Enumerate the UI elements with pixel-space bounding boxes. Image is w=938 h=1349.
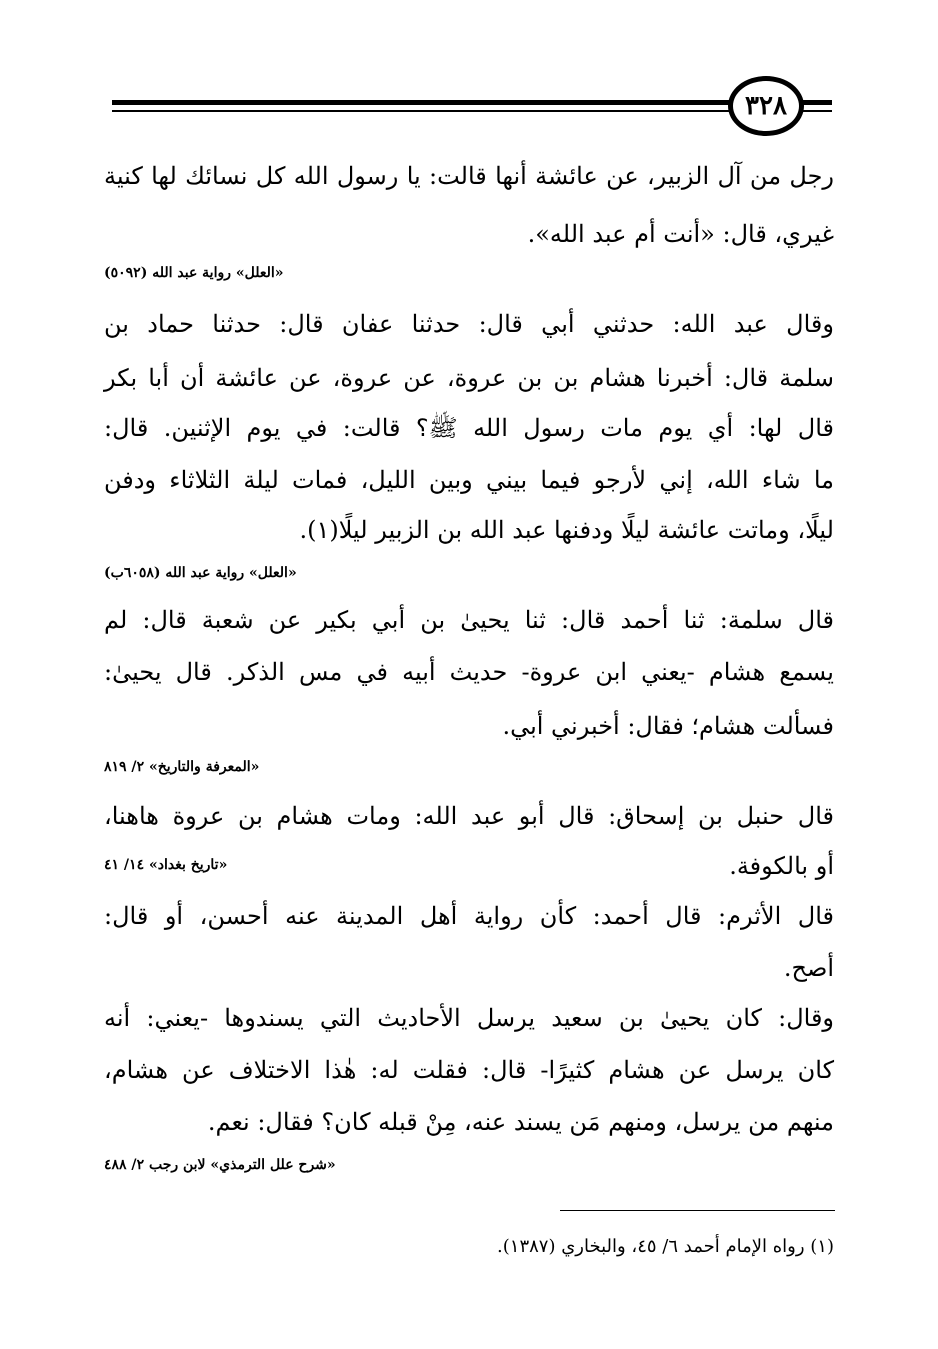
text-line: أصح. (783, 954, 834, 982)
header-rule-thin (112, 110, 738, 112)
text-line: ما شاء الله، إني لأرجو فيما بيني وبين الليل، فمات ليلة الثلاثاء ودفن (104, 466, 834, 494)
text-line: غيري، قال: «أنت أم عبد الله». (527, 220, 834, 248)
text-line: قال حنبل بن إسحاق: قال أبو عبد الله: ومات هشام بن عروة هاهنا، (104, 802, 834, 830)
footnote: (١) رواه الإمام أحمد ٦/ ٤٥، والبخاري (١٣٨٧). (497, 1236, 834, 1257)
footnote-rule (560, 1210, 835, 1211)
source-citation: «تاريخ بغداد» ١٤/ ٤١ (104, 857, 228, 873)
text-line: قال الأثرم: قال أحمد: كأن رواية أهل المدينة عنه أحسن، أو قال: (104, 902, 834, 930)
text-line: وقال: كان يحيىٰ بن سعيد يرسل الأحاديث التي يسندوها -يعني: أنه (104, 1004, 835, 1032)
text-line: ليلًا، وماتت عائشة ليلًا ودفنها عبد الله بن الزبير ليلًا(١). (299, 516, 834, 544)
text-line: فسألت هشام؛ فقال: أخبرني أبي. (502, 712, 834, 740)
text-line: سلمة قال: أخبرنا هشام بن بن عروة، عن عروة، عن عائشة أن أبا بكر (104, 364, 834, 392)
header-rule-right (800, 100, 832, 105)
text-line: رجل من آل الزبير، عن عائشة أنها قالت: يا رسول الله كل نسائك لها كنية (104, 162, 834, 190)
text-line: قال سلمة: ثنا أحمد قال: ثنا يحيىٰ بن أبي بكير عن شعبة قال: لم (104, 606, 834, 634)
source-citation: «العلل» رواية عبد الله (٦٠٥٨ب) (104, 565, 297, 581)
text-line: قال لها: أي يوم مات رسول الله ﷺ؟ قالت: في يوم الإثنين. قال: (104, 414, 834, 442)
text-line: أو بالكوفة. (729, 852, 834, 880)
page-number: ٣٢٨ (728, 76, 804, 136)
text-line: منهم من يرسل، ومنهم مَن يسند عنه، مِنْ قبله كان؟ فقال: نعم. (207, 1108, 834, 1136)
source-citation: «شرح علل الترمذي» لابن رجب ٢/ ٤٨٨ (104, 1157, 336, 1173)
text-line: كان يرسل عن هشام كثيرًا- قال: فقلت له: هٰذا الاختلاف عن هشام، (104, 1056, 834, 1084)
header-rule (112, 100, 738, 105)
source-citation: «المعرفة والتاريخ» ٢/ ٨١٩ (104, 759, 260, 775)
text-line: وقال عبد الله: حدثني أبي قال: حدثنا عفان قال: حدثنا حماد بن (104, 310, 834, 338)
source-citation: «العلل» رواية عبد الله (٥٠٩٢) (104, 265, 284, 281)
header-rule-right-thin (800, 110, 832, 112)
text-line: يسمع هشام -يعني ابن عروة- حديث أبيه في مس الذكر. قال يحيىٰ: (104, 658, 834, 686)
